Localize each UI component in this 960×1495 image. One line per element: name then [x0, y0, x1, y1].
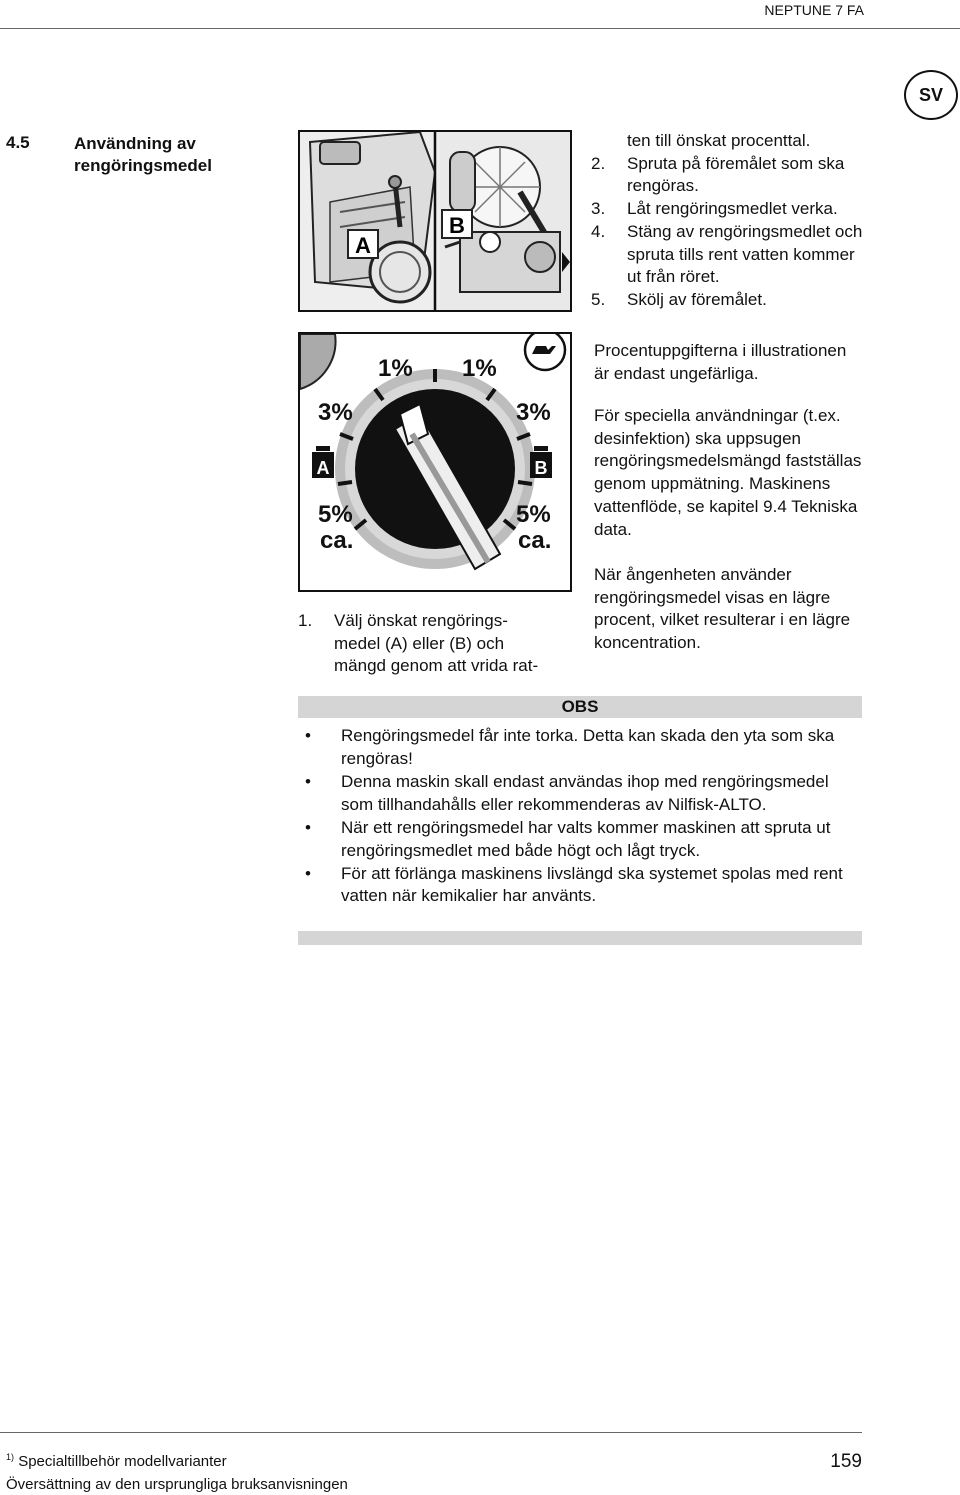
obs-item-text: Denna maskin skall endast användas ihop med rengöringsmedel som tillhandahålls eller rekommenderas av Nilfisk-ALTO. — [341, 771, 829, 814]
dial-label-1pct-left: 1% — [378, 355, 413, 382]
step-number: 3. — [591, 199, 606, 219]
note-approximate: Procentuppgifterna i illustrationen är endast ungefärliga. — [594, 341, 847, 383]
obs-item — [298, 817, 862, 862]
dial-label-5pct-right: 5% — [516, 501, 551, 528]
step-number: 1. — [298, 611, 313, 630]
step-number: 4. — [591, 221, 606, 241]
step-text: Skölj av föremålet. — [627, 289, 767, 309]
step-text: Spruta på föremålet som ska rengöras. — [627, 153, 845, 196]
obs-list — [298, 725, 862, 909]
step-3 — [591, 198, 866, 221]
page-number: 159 — [830, 1451, 862, 1472]
obs-item — [298, 863, 862, 908]
obs-heading: OBS — [298, 696, 862, 718]
bullet: • — [305, 863, 311, 883]
obs-item — [298, 771, 862, 816]
header-rule — [0, 28, 960, 29]
step-text: Stäng av rengöringsmedlet och spruta tills rent vatten kommer ut från röret. — [627, 221, 863, 287]
step-4 — [591, 221, 866, 289]
machine-label-a: A — [355, 233, 371, 258]
dial-label-3pct-right: 3% — [516, 399, 551, 426]
dial-label-3pct-left: 3% — [318, 399, 353, 426]
machine-illustration-drawing — [300, 132, 570, 310]
step-number: 2. — [591, 153, 606, 173]
detergent-dial-drawing — [300, 334, 570, 590]
footnote-text: Specialtillbehör modellvarianter — [18, 1453, 227, 1470]
obs-item — [298, 725, 862, 770]
footnote-mark: 1) — [6, 1452, 15, 1462]
translation-note: Översättning av den ursprungliga bruksanvisningen — [6, 1476, 348, 1493]
tank-b-label: B — [534, 458, 548, 478]
obs-item-text: När ett rengöringsmedel har valts kommer maskinen att spruta ut rengöringsmedlet med både högt och lågt tryck. — [341, 817, 831, 860]
language-badge: SV — [904, 70, 958, 120]
step-number: 5. — [591, 289, 606, 309]
obs-end-bar — [298, 931, 862, 945]
bullet: • — [305, 726, 311, 745]
step-2 — [591, 153, 866, 198]
oil-can-icon — [525, 334, 565, 370]
detergent-dial-illustration — [298, 332, 572, 592]
bullet: • — [305, 771, 311, 791]
dial-label-ca-right: ca. — [518, 527, 552, 554]
step-1 — [298, 610, 568, 678]
step-1-continued: ten till önskat procenttal. — [627, 131, 811, 150]
dial-label-5pct-left: 5% — [318, 501, 353, 528]
step-text: Välj önskat rengörings- medel (A) eller (B) och mängd genom att vrida rat- — [334, 611, 539, 676]
step-5 — [591, 289, 866, 312]
note-steam-unit: När ångenheten använder rengöringsmedel visas en lägre procent, vilket resulterar i en lägre koncentration. — [594, 565, 851, 653]
section-number: 4.5 — [6, 133, 30, 152]
dial-label-ca-left: ca. — [320, 527, 354, 554]
footnote — [6, 1452, 227, 1470]
obs-item-text: För att förlänga maskinens livslängd ska systemet spolas med rent vatten när kemikalier har använts. — [341, 863, 843, 906]
steps-list — [591, 130, 866, 312]
bullet: • — [305, 817, 311, 837]
tank-a-label: A — [316, 458, 330, 478]
dial-label-1pct-right: 1% — [462, 355, 497, 382]
note-special-use: För speciella användningar (t.ex. desinfektion) ska uppsugen rengöringsmedelsmängd fastställas genom uppmätning. Maskinens vattenflöde, se kapitel 9.4 Tekniska data. — [594, 406, 862, 539]
machine-illustration — [298, 130, 572, 312]
step-text: Låt rengöringsmedlet verka. — [627, 199, 838, 219]
obs-item-text: Rengöringsmedel får inte torka. Detta kan skada den yta som ska rengöras! — [341, 726, 835, 768]
footer-rule — [0, 1432, 862, 1433]
header-title: NEPTUNE 7 FA — [764, 2, 864, 18]
machine-label-b: B — [449, 213, 465, 238]
section-title: Användning av rengöringsmedel — [74, 134, 212, 175]
